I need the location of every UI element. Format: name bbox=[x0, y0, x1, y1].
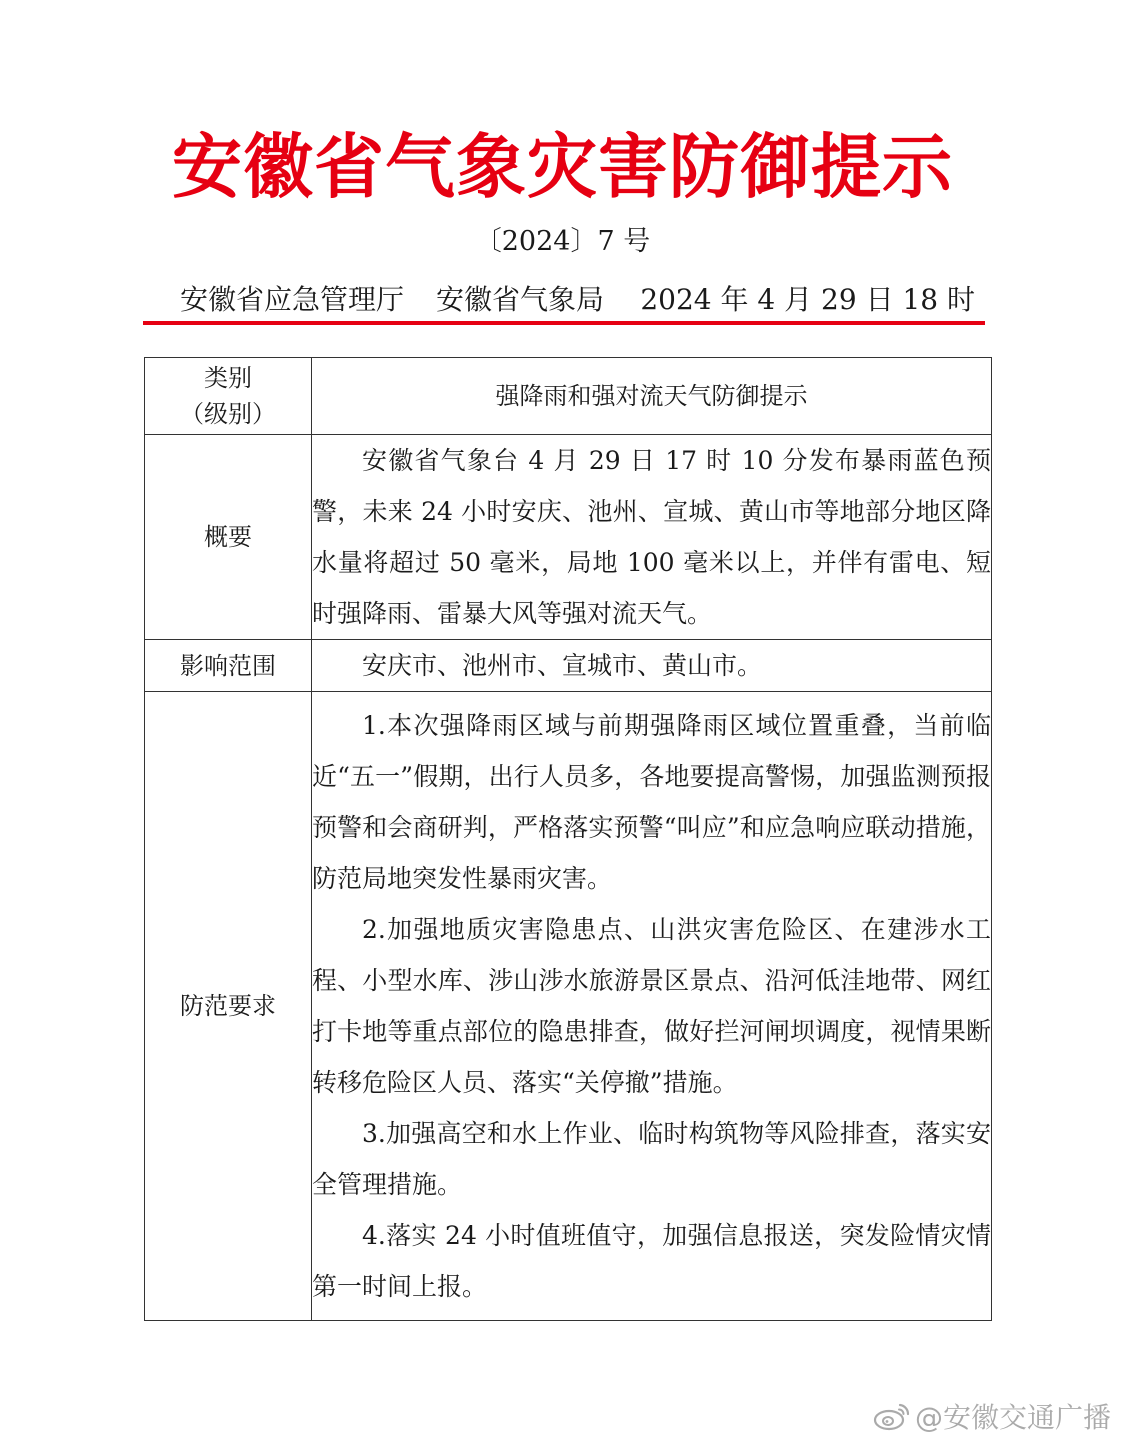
category-label bbox=[145, 358, 312, 435]
table-row-summary bbox=[145, 435, 992, 640]
category-label-line1: 类别 bbox=[204, 364, 252, 392]
issuer-line bbox=[180, 280, 975, 320]
requirement-item-4: 4.落实 24 小时值班值守，加强信息报送，突发险情灾情第一时间上报。 bbox=[312, 1221, 991, 1301]
summary-text: 安徽省气象台 4 月 29 日 17 时 10 分发布暴雨蓝色预警，未来 24 小时安庆、池州、宣城、黄山市等地部分地区降水量将超过 50 毫米，局地 100 毫米以上，并伴有雷电、短时强降雨、雷暴大风等强对流天气。 bbox=[312, 446, 991, 628]
requirements-label: 防范要求 bbox=[145, 692, 312, 1321]
category-value: 强降雨和强对流天气防御提示 bbox=[312, 358, 992, 435]
requirement-item-1: 1.本次强降雨区域与前期强降雨区域位置重叠，当前临近“五一”假期，出行人员多，各地要提高警惕，加强监测预报预警和会商研判，严格落实预警“叫应”和应急响应联动措施，防范局地突发性暴雨灾害。 bbox=[312, 711, 991, 893]
issuer-meteorological-bureau: 安徽省气象局 bbox=[436, 283, 605, 316]
requirement-item-2: 2.加强地质灾害隐患点、山洪灾害危险区、在建涉水工程、小型水库、涉山涉水旅游景区景点、沿河低洼地带、网红打卡地等重点部位的隐患排查，做好拦河闸坝调度，视情果断转移危险区人员、落实“关停撤”措施。 bbox=[312, 915, 991, 1097]
summary-cell bbox=[312, 435, 992, 640]
watermark bbox=[873, 1396, 1111, 1436]
weibo-icon bbox=[873, 1401, 911, 1431]
table-row-scope bbox=[145, 640, 992, 692]
requirements-cell bbox=[312, 692, 992, 1321]
table-row-requirements bbox=[145, 692, 992, 1321]
document-number: 〔2024〕7 号 bbox=[474, 226, 651, 257]
red-divider bbox=[143, 321, 985, 325]
requirement-item-3: 3.加强高空和水上作业、临时构筑物等风险排查，落实安全管理措施。 bbox=[312, 1119, 991, 1199]
watermark-text: @安徽交通广播 bbox=[914, 1401, 1111, 1434]
notice-table bbox=[144, 357, 992, 1321]
issue-datetime: 2024 年 4 月 29 日 18 时 bbox=[640, 283, 975, 316]
scope-label: 影响范围 bbox=[145, 640, 312, 692]
category-label-line2: （级别） bbox=[180, 400, 276, 428]
issuer-emergency-dept: 安徽省应急管理厅 bbox=[180, 283, 405, 316]
scope-text: 安庆市、池州市、宣城市、黄山市。 bbox=[362, 651, 763, 680]
summary-label: 概要 bbox=[145, 435, 312, 640]
scope-cell bbox=[312, 640, 992, 692]
document-title: 安徽省气象灾害防御提示 bbox=[172, 126, 953, 208]
table-row-category bbox=[145, 358, 992, 435]
